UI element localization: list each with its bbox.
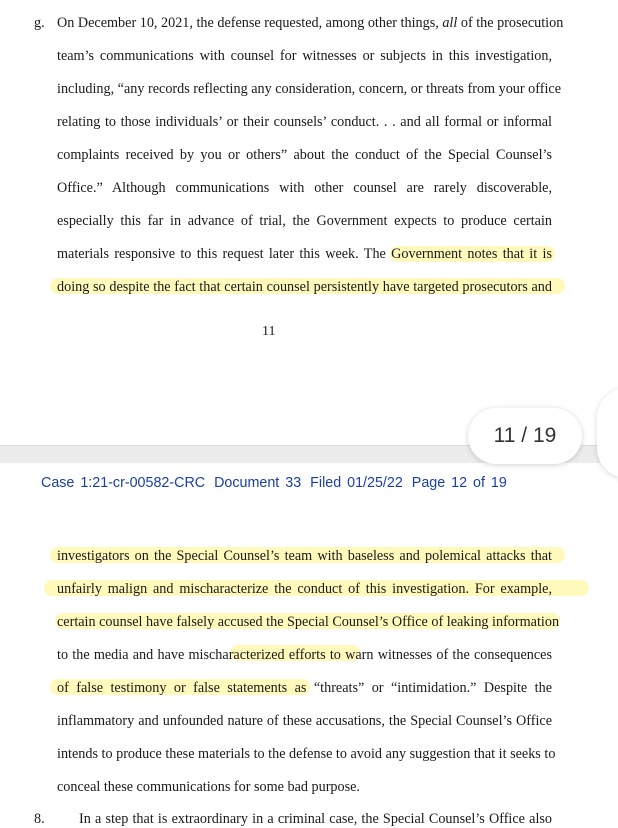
paragraph-line: investigators on the Special Counsel’s team with baseless and polemical attacks that [57, 548, 552, 564]
paragraph-line: materials responsive to this request later this week. The Government notes that it is [57, 246, 552, 262]
filed-date: Filed 01/25/22 [310, 475, 403, 491]
paragraph-line: In a step that is extraordinary in a criminal case, the Special Counsel’s Office also [79, 811, 552, 827]
paragraph-first-line: On December 10, 2021, the defense requested, among other things, all of the prosecution [57, 15, 564, 31]
paragraph-line: inflammatory and unfounded nature of these accusations, the Special Counsel’s Office [57, 713, 552, 729]
page-number: 11 [262, 324, 276, 339]
list-marker: 8. [34, 811, 45, 827]
paragraph-line: certain counsel have falsely accused the Special Counsel’s Office of leaking information [57, 614, 560, 630]
paragraph-line: especially this far in advance of trial, the Government expects to produce certain [57, 213, 552, 229]
paragraph-line: intends to produce these materials to the defense to avoid any suggestion that it seeks to [57, 746, 556, 762]
pdf-page-12 [0, 463, 618, 827]
page-indicator: 11 / 19 [468, 408, 582, 464]
paragraph-line: complaints received by you or others” about the conduct of the Special Counsel’s [57, 147, 552, 163]
case-number: Case 1:21-cr-00582-CRC [41, 475, 206, 491]
paragraph-line: conceal these communications for some bad purpose. [57, 779, 360, 795]
paragraph-line: doing so despite the fact that certain counsel persistently have targeted prosecutors and [57, 279, 552, 295]
page-of: Page 12 of 19 [411, 475, 507, 491]
paragraph-line: of false testimony or false statements as “threats” or “intimidation.” Despite the [57, 680, 552, 696]
list-marker: g. [34, 15, 45, 31]
paragraph-line: to the media and have mischaracterized efforts to warn witnesses of the consequences [57, 647, 552, 663]
paragraph-line: unfairly malign and mischaracterize the conduct of this investigation. For example, [57, 581, 552, 597]
paragraph-line: including, “any records reflecting any consideration, concern, or threats from your office [57, 81, 561, 97]
paragraph-line: team’s communications with counsel for witnesses or subjects in this investigation, [57, 48, 552, 64]
case-header [41, 475, 516, 491]
paragraph-line: Office.” Although communications with other counsel are rarely discoverable, [57, 180, 552, 196]
paragraph-line: relating to those individuals’ or their counsels’ conduct. . . and all formal or informal [57, 114, 552, 130]
document-number: Document 33 [214, 475, 302, 491]
